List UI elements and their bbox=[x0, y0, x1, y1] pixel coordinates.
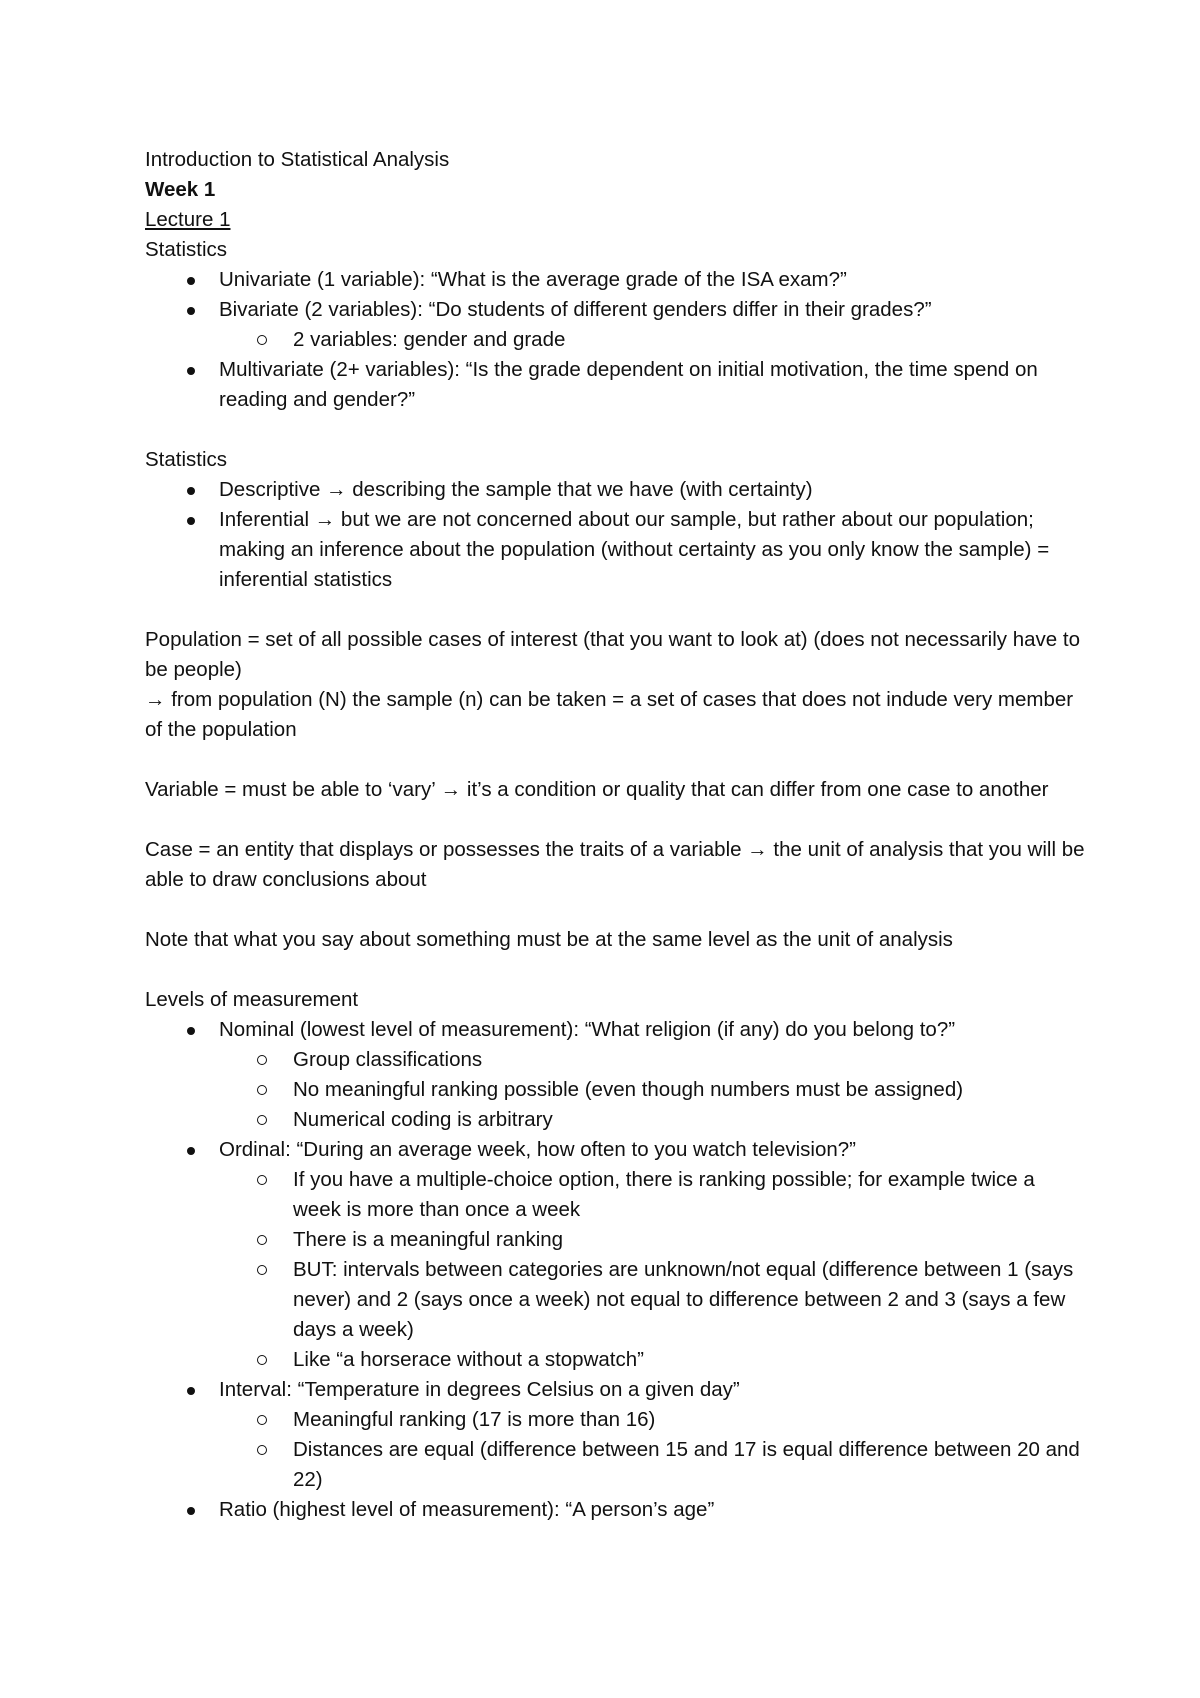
list-item-text: Descriptive → describing the sample that we have (with certainty) bbox=[219, 478, 813, 501]
list-item-ratio bbox=[145, 1495, 1085, 1525]
list-item-text: Bivariate (2 variables): “Do students of different genders differ in their grades?” bbox=[219, 298, 932, 321]
list-item-text: Interval: “Temperature in degrees Celsius on a given day” bbox=[219, 1378, 740, 1401]
bullet-icon bbox=[187, 517, 195, 525]
circle-bullet-icon bbox=[257, 1415, 267, 1425]
population-definition: Population = set of all possible cases of interest (that you want to look at) (does not necessarily have to be people) bbox=[145, 628, 1080, 681]
sub-list-item bbox=[219, 1225, 1085, 1255]
week-heading: Week 1 bbox=[145, 178, 216, 201]
levels-heading: Levels of measurement bbox=[145, 988, 359, 1011]
circle-bullet-icon bbox=[257, 1115, 267, 1125]
population-sample-note: → from population (N) the sample (n) can be taken = a set of cases that does not indude very member of the population bbox=[145, 688, 1074, 741]
bullet-icon bbox=[187, 1027, 195, 1035]
case-definition: Case = an entity that displays or possesses the traits of a variable → the unit of analysis that you will be able to draw conclusions about bbox=[145, 838, 1085, 891]
sub-list-item-text: Meaningful ranking (17 is more than 16) bbox=[293, 1408, 656, 1431]
bullet-icon bbox=[187, 1147, 195, 1155]
sub-list-item-text: BUT: intervals between categories are unknown/not equal (difference between 1 (says never) and 2 (says once a week) not equal to difference between 2 and 3 (says a few days a week) bbox=[293, 1258, 1074, 1341]
document-body bbox=[145, 145, 1085, 1525]
list-item bbox=[145, 265, 1085, 295]
list-item-text: Multivariate (2+ variables): “Is the grade dependent on initial motivation, the time spend on reading and gender?” bbox=[219, 358, 1038, 411]
sub-list-item-text: 2 variables: gender and grade bbox=[293, 328, 566, 351]
circle-bullet-icon bbox=[257, 1355, 267, 1365]
list-item-interval bbox=[145, 1375, 1085, 1495]
list-item-text: Nominal (lowest level of measurement): “What religion (if any) do you belong to?” bbox=[219, 1018, 956, 1041]
circle-bullet-icon bbox=[257, 1175, 267, 1185]
circle-bullet-icon bbox=[257, 1265, 267, 1275]
sub-list-item-text: Group classifications bbox=[293, 1048, 483, 1071]
circle-bullet-icon bbox=[257, 1085, 267, 1095]
bullet-icon bbox=[187, 1387, 195, 1395]
statistics-types-list bbox=[145, 265, 1085, 415]
sub-list-item bbox=[219, 1405, 1085, 1435]
sub-list-item bbox=[219, 1045, 1085, 1075]
sub-list-item bbox=[219, 1105, 1085, 1135]
list-item-nominal bbox=[145, 1015, 1085, 1135]
sub-list-item-text: Like “a horserace without a stopwatch” bbox=[293, 1348, 644, 1371]
circle-bullet-icon bbox=[257, 1235, 267, 1245]
list-item bbox=[145, 505, 1085, 595]
sub-list-item bbox=[219, 1345, 1085, 1375]
sub-list-item bbox=[219, 1165, 1085, 1225]
list-item-text: Inferential → but we are not concerned about our sample, but rather about our population; making an inference about the population (without certainty as you only know the sample) = inferential statistics bbox=[219, 508, 1050, 591]
statistics-kinds-list bbox=[145, 475, 1085, 595]
bullet-icon bbox=[187, 1507, 195, 1515]
bullet-icon bbox=[187, 277, 195, 285]
list-item-text: Ordinal: “During an average week, how often to you watch television?” bbox=[219, 1138, 856, 1161]
sub-list bbox=[219, 1045, 1085, 1135]
circle-bullet-icon bbox=[257, 1445, 267, 1455]
bullet-icon bbox=[187, 367, 195, 375]
list-item bbox=[145, 355, 1085, 415]
sub-list bbox=[219, 1165, 1085, 1375]
document-title: Introduction to Statistical Analysis bbox=[145, 148, 450, 171]
list-item-ordinal bbox=[145, 1135, 1085, 1375]
sub-list-item-text: Distances are equal (difference between 15 and 17 is equal difference between 20 and 22) bbox=[293, 1438, 1080, 1491]
sub-list-item-text: If you have a multiple-choice option, there is ranking possible; for example twice a week is more than once a week bbox=[293, 1168, 1035, 1221]
sub-list bbox=[219, 325, 1085, 355]
sub-list-item bbox=[219, 1435, 1085, 1495]
sub-list-item-text: Numerical coding is arbitrary bbox=[293, 1108, 553, 1131]
sub-list bbox=[219, 1405, 1085, 1495]
sub-list-item bbox=[219, 1075, 1085, 1105]
lecture-heading: Lecture 1 bbox=[145, 208, 231, 231]
bullet-icon bbox=[187, 487, 195, 495]
section-heading-statistics-2: Statistics bbox=[145, 448, 228, 471]
levels-list bbox=[145, 1015, 1085, 1525]
sub-list-item bbox=[219, 325, 1085, 355]
bullet-icon bbox=[187, 307, 195, 315]
list-item bbox=[145, 475, 1085, 505]
section-heading-statistics-1: Statistics bbox=[145, 238, 228, 261]
circle-bullet-icon bbox=[257, 335, 267, 345]
sub-list-item-text: No meaningful ranking possible (even though numbers must be assigned) bbox=[293, 1078, 964, 1101]
variable-definition: Variable = must be able to ‘vary’ → it’s a condition or quality that can differ from one case to another bbox=[145, 778, 1049, 801]
list-item-text: Univariate (1 variable): “What is the average grade of the ISA exam?” bbox=[219, 268, 847, 291]
list-item-text: Ratio (highest level of measurement): “A person’s age” bbox=[219, 1498, 715, 1521]
list-item bbox=[145, 295, 1085, 355]
unit-of-analysis-note: Note that what you say about something must be at the same level as the unit of analysis bbox=[145, 928, 953, 951]
sub-list-item bbox=[219, 1255, 1085, 1345]
circle-bullet-icon bbox=[257, 1055, 267, 1065]
sub-list-item-text: There is a meaningful ranking bbox=[293, 1228, 564, 1251]
